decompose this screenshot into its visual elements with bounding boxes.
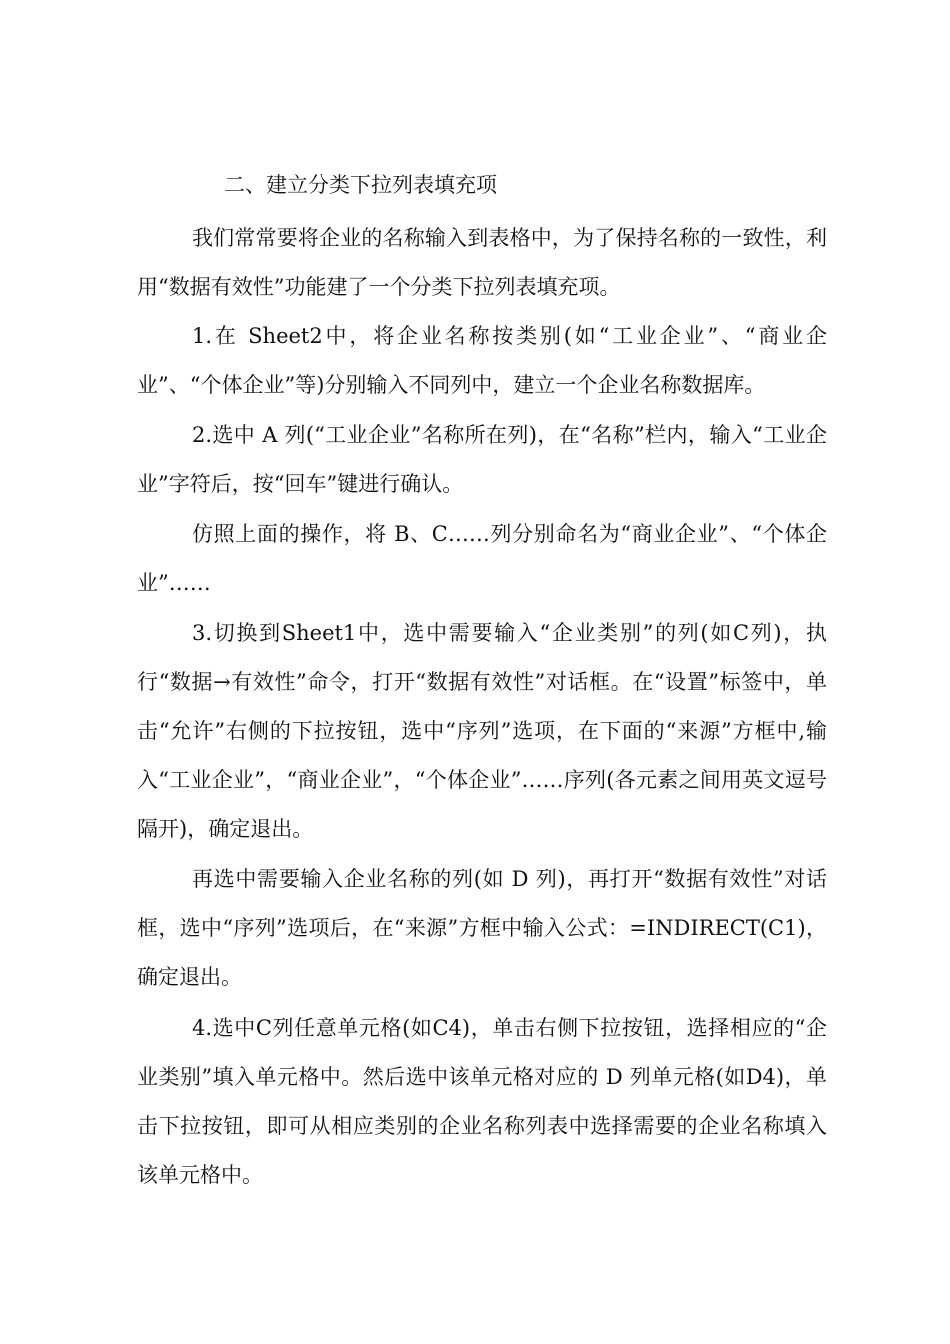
paragraph-intro: 我们常常要将企业的名称输入到表格中，为了保持名称的一致性，利用“数据有效性”功能建了一个分类下拉列表填充项。 <box>137 226 827 299</box>
paragraph-step-3-followup: 再选中需要输入企业名称的列(如 D 列)，再打开“数据有效性”对话框，选中“序列”选项后，在“来源”方框中输入公式：=INDIRECT(C1)，确定退出。 <box>137 867 827 989</box>
section-heading: 二、建立分类下拉列表填充项 <box>224 173 497 197</box>
paragraph-step-3: 3.切换到Sheet1中，选中需要输入“企业类别”的列(如C列)，执行“数据→有效性”命令，打开“数据有效性”对话框。在“设置”标签中，单击“允许”右侧的下拉按钮，选中“序列”选项，在下面的“来源”方框中,输入“工业企业”，“商业企业”，“个体企业”……序列(各元素之间用英文逗号隔开)，确定退出。 <box>137 621 827 841</box>
paragraph-step-2: 2.选中 A 列(“工业企业”名称所在列)，在“名称”栏内，输入“工业企业”字符后，按“回车”键进行确认。 <box>137 423 827 496</box>
paragraph-step-1: 1.在 Sheet2中，将企业名称按类别(如“工业企业”、“商业企业”、“个体企业”等)分别输入不同列中，建立一个企业名称数据库。 <box>137 324 827 397</box>
paragraph-step-2-followup: 仿照上面的操作，将 B、C……列分别命名为“商业企业”、“个体企业”…… <box>137 522 827 595</box>
paragraph-step-4: 4.选中C列任意单元格(如C4)，单击右侧下拉按钮，选择相应的“企业类别”填入单元格中。然后选中该单元格对应的 D 列单元格(如D4)，单击下拉按钮，即可从相应类别的企业名称列表中选择需要的企业名称填入该单元格中。 <box>137 1016 827 1187</box>
